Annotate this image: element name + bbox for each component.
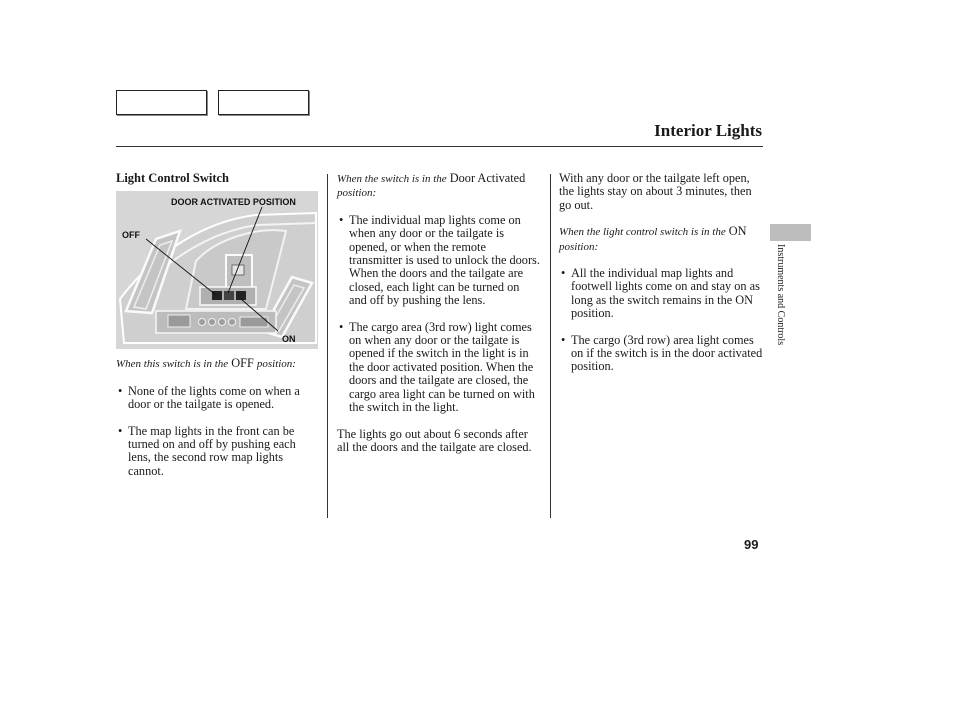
- door-activated-lead: When the switch is in the Door Activated position:: [337, 171, 526, 200]
- nav-button-previous[interactable]: [116, 90, 207, 115]
- off-position-list: [116, 385, 321, 478]
- on-position-list: [559, 267, 764, 374]
- light-control-switch-figure: [116, 191, 318, 349]
- switch-illustration: [116, 191, 318, 349]
- column-2: [337, 172, 540, 454]
- page-number: 99: [744, 537, 759, 552]
- off-position-lead: When this switch is in the OFF position:: [116, 356, 296, 371]
- list-item: • None of the lights come on when a door or the tailgate is opened.: [116, 385, 321, 412]
- label-door-activated: DOOR ACTIVATED POSITION: [171, 197, 296, 208]
- list-item: • The cargo (3rd row) area light comes on if the switch is in the door activated position.: [559, 334, 764, 374]
- label-off: OFF: [122, 230, 140, 241]
- section-tab: [770, 224, 811, 241]
- closing-paragraph: The lights go out about 6 seconds after all the doors and the tailgate are closed.: [337, 426, 532, 454]
- section-heading: Light Control Switch: [116, 171, 229, 185]
- list-item: • All the individual map lights and footwell lights come on and stay on as long as the switch remains in the ON position.: [559, 267, 764, 321]
- nav-button-next[interactable]: [218, 90, 309, 115]
- on-position-lead: When the light control switch is in the ON position:: [559, 224, 747, 253]
- column-divider: [550, 174, 551, 518]
- intro-paragraph: With any door or the tailgate left open, the lights stay on about 3 minutes, then go out.: [559, 171, 752, 212]
- section-label: Instruments and Controls: [775, 244, 786, 346]
- list-item: • The cargo area (3rd row) light comes on when any door or the tailgate is opened if the switch in the light is in the door activated position. When the doors and the tailgate are closed, the cargo area light can be turned on with the switch in the light.: [337, 321, 540, 415]
- page-title: Interior Lights: [654, 121, 762, 140]
- header-rule: [116, 146, 763, 147]
- list-item: • The map lights in the front can be turned on and off by pushing each lens, the second row map lights cannot.: [116, 425, 321, 479]
- column-1: [116, 172, 321, 478]
- label-on: ON: [282, 334, 296, 345]
- list-item: • The individual map lights come on when any door or the tailgate is opened, or when the remote transmitter is used to unlock the doors. When the doors and the tailgate are closed, each light can be turned on and off by pushing the lens.: [337, 214, 540, 308]
- column-divider: [327, 174, 328, 518]
- column-3: [559, 172, 764, 374]
- door-activated-list: [337, 214, 540, 415]
